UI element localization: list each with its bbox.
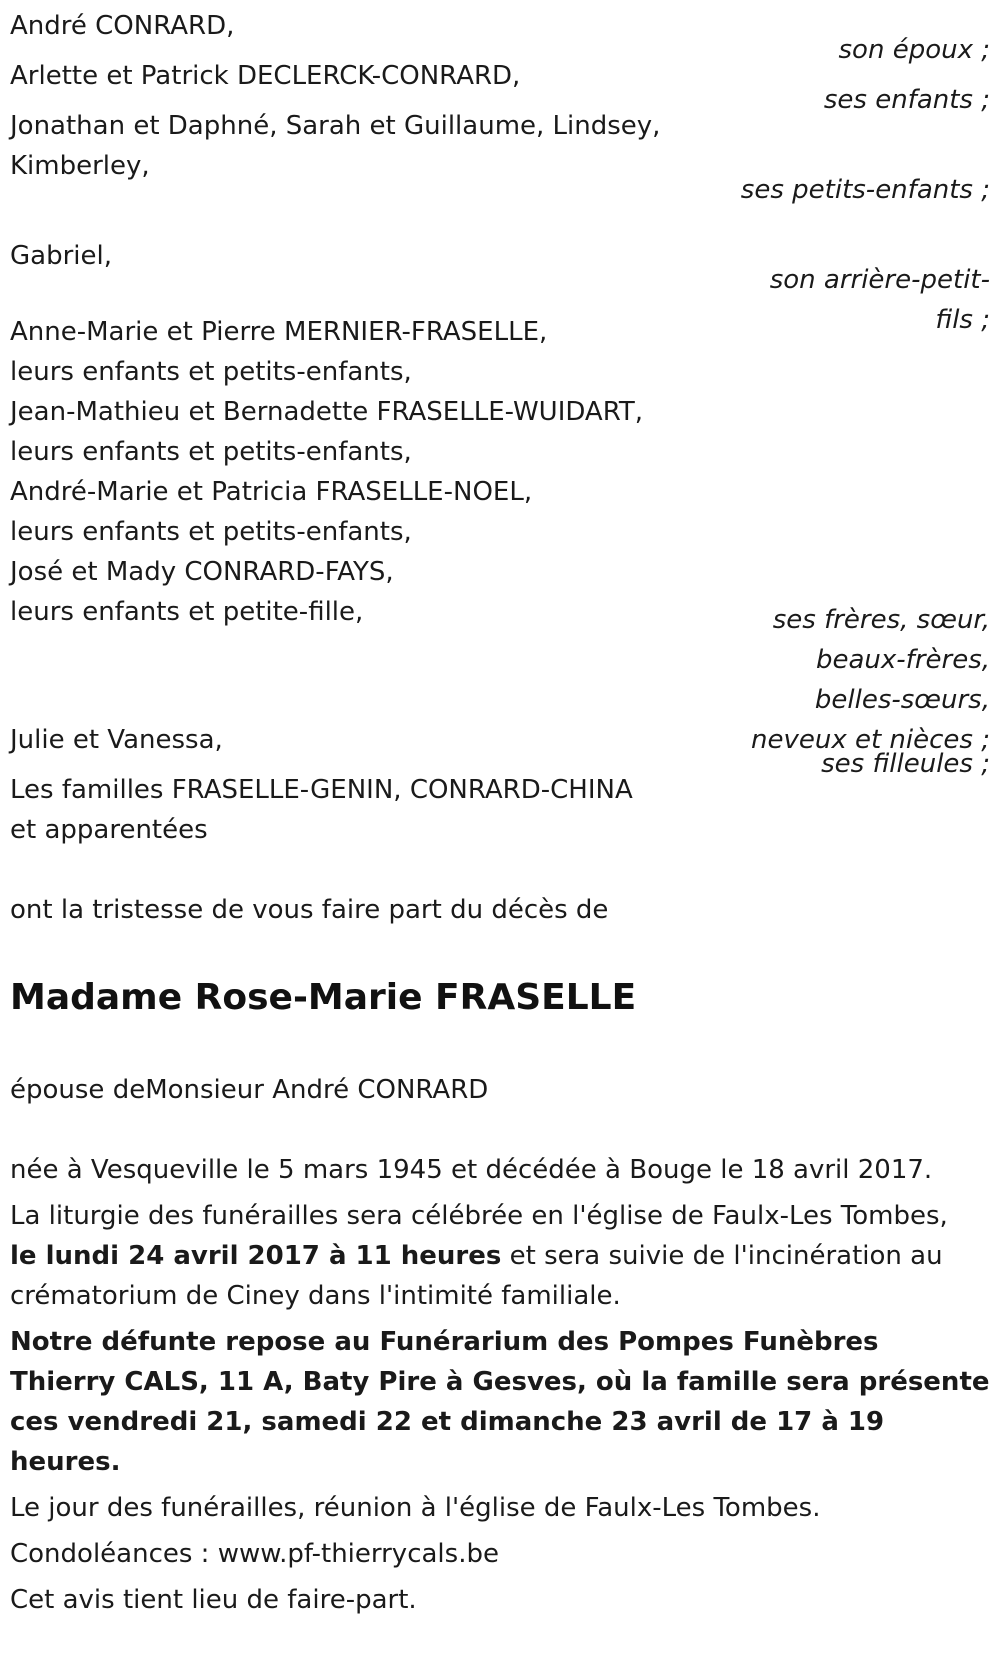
notice-line: Cet avis tient lieu de faire-part.: [10, 1585, 417, 1615]
family-names: [10, 56, 670, 96]
family-name-line: leurs enfants et petits-enfants,: [10, 517, 412, 547]
family-name-line: Arlette et Patrick DECLERCK-CONRARD,: [10, 61, 521, 91]
family-group-spouse: [10, 6, 990, 65]
family-relation: son arrière-petit-fils ;: [769, 265, 990, 335]
family-name-line: Kimberley,: [10, 151, 150, 181]
announcement-intro: ont la tristesse de vous faire part du décès de: [10, 895, 609, 925]
birth-death-line: née à Vesqueville le 5 mars 1945 et décédée à Bouge le 18 avril 2017.: [10, 1155, 933, 1185]
family-names: [10, 236, 670, 276]
reunion-line: Le jour des funérailles, réunion à l'église de Faulx-Les Tombes.: [10, 1493, 821, 1523]
liturgy-text: La liturgie des funérailles sera célébrée en l'église de Faulx-Les Tombes,: [10, 1201, 948, 1231]
family-name-line: leurs enfants et petits-enfants,: [10, 357, 412, 387]
family-name-line: Gabriel,: [10, 241, 112, 271]
family-relation: ses enfants ;: [823, 85, 990, 115]
repose-paragraph: Notre défunte repose au Funérarium des Pompes Funèbres Thierry CALS, 11 A, Baty Pire à Gesves, où la famille sera présente ces vendredi 21, samedi 22 et dimanche 23 avril de 17 à 19 heures.: [10, 1327, 990, 1477]
family-name-line: Jonathan et Daphné, Sarah et Guillaume, Lindsey,: [10, 111, 661, 141]
family-relation: ses frères, sœur, beaux-frères, belles-sœurs, neveux et nièces ;: [750, 605, 990, 755]
family-relation: ses filleules ;: [821, 749, 990, 779]
family-names: [10, 312, 670, 632]
deceased-name: Madame Rose-Marie FRASELLE: [10, 977, 637, 1018]
liturgy-date: le lundi 24 avril 2017 à 11 heures: [10, 1241, 502, 1271]
family-name-line: leurs enfants et petits-enfants,: [10, 437, 412, 467]
spouse-line: épouse deMonsieur André CONRARD: [10, 1075, 489, 1105]
family-name-line: leurs enfants et petite-fille,: [10, 597, 364, 627]
family-names: [10, 106, 670, 186]
family-name-line: et apparentées: [10, 815, 208, 845]
family-name-line: Anne-Marie et Pierre MERNIER-FRASELLE,: [10, 317, 548, 347]
liturgy-paragraph: [10, 1196, 990, 1316]
family-names: [10, 720, 670, 760]
obituary-notice: [10, 6, 990, 1620]
condolences-line: Condoléances : www.pf-thierrycals.be: [10, 1539, 499, 1569]
family-name-line: Jean-Mathieu et Bernadette FRASELLE-WUIDART,: [10, 397, 644, 427]
liturgy-text-cont: et sera suivie de l'incinération au crématorium de Ciney dans l'intimité familiale.: [10, 1241, 943, 1311]
family-relation: ses petits-enfants ;: [740, 175, 990, 205]
family-name-line: André CONRARD,: [10, 11, 235, 41]
family-name-line: José et Mady CONRARD-FAYS,: [10, 557, 394, 587]
family-name-line: Les familles FRASELLE-GENIN, CONRARD-CHINA: [10, 775, 633, 805]
family-names: [10, 770, 670, 850]
family-relation: son époux ;: [838, 35, 990, 65]
family-names: [10, 6, 670, 46]
family-name-line: André-Marie et Patricia FRASELLE-NOEL,: [10, 477, 533, 507]
family-name-line: Julie et Vanessa,: [10, 725, 223, 755]
